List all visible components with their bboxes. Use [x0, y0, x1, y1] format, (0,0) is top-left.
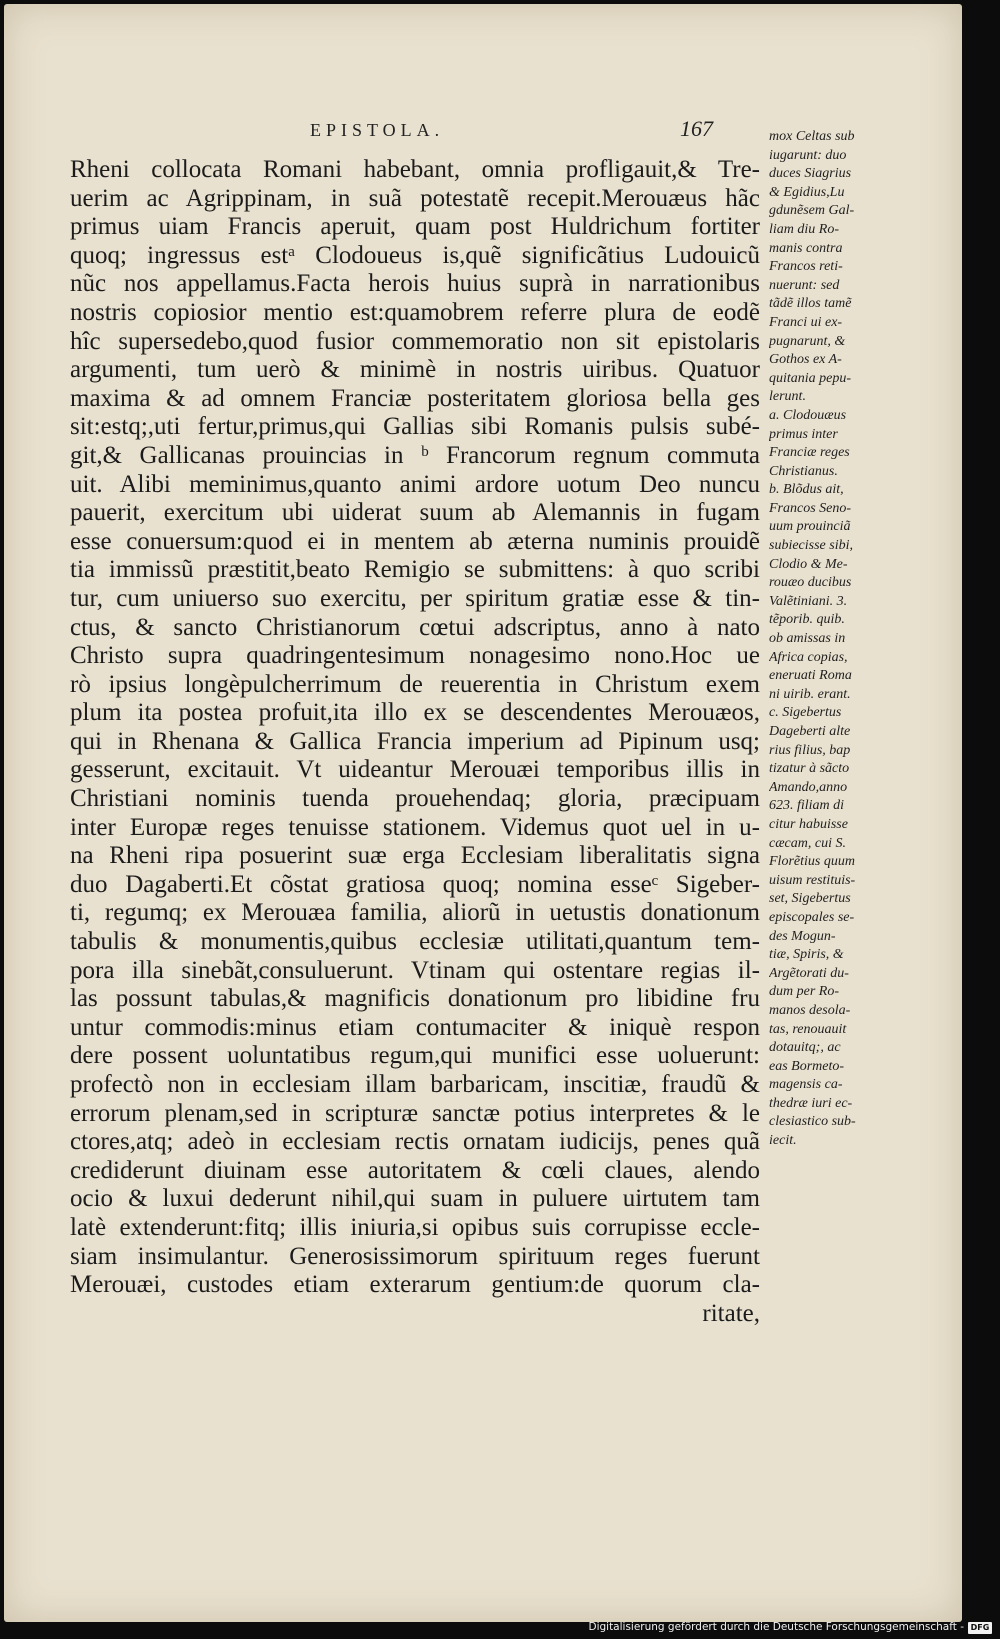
marginal-note-line: Florẽtius quum	[769, 854, 855, 870]
text-line: qui in Rhenana & Gallica Francia imperium ad Pipinum usq;	[70, 727, 760, 755]
text-line: Merouæi, custodes etiam exterarum gentium:de quorum cla-	[70, 1271, 760, 1299]
marginal-note-line: liam diu Ro-	[769, 221, 839, 237]
text-line: ocio & luxui dederunt nihil,qui suam in puluere uirtutem tam	[70, 1185, 760, 1213]
marginal-note-line: Franci ui ex-	[769, 314, 843, 330]
marginal-note-line: lerunt.	[769, 389, 806, 405]
marginal-note-line: episcopales se-	[769, 909, 855, 925]
text-line: Rheni collocata Romani habebant, omnia profligauit,& Tre-	[70, 156, 760, 183]
marginal-note-line: thedræ iuri ec-	[769, 1095, 853, 1111]
text-line: nostris copiosior mentio est:quamobrem referre plura de eodẽ	[70, 298, 760, 326]
marginal-note-line: Francos Seno-	[769, 500, 852, 516]
text-line: uit. Alibi meminimus,quanto animi ardore uotum Deo nuncu	[70, 470, 760, 498]
text-line: rò ipsius longèpulcherrimum de reuerentia in Christum exem	[70, 670, 760, 698]
marginal-note-line: Valẽtiniani. 3.	[769, 593, 848, 609]
marginal-note-line: a. Clodouæus	[769, 407, 847, 423]
marginal-note-line: mox Celtas sub	[769, 129, 855, 144]
marginal-note-line: quitania pepu-	[769, 370, 852, 386]
marginal-note-line: Amando,anno	[769, 779, 848, 795]
marginal-notes	[769, 128, 879, 1151]
text-line: gesserunt, excitauit. Vt uideantur Merouæi temporibus illis in	[70, 756, 760, 784]
marginal-note-line: uisum restituis-	[769, 872, 856, 888]
text-line: ti, regumq; ex Merouæa familia, aliorũ in uetustis donationum	[70, 899, 760, 927]
text-line: nũc nos appellamus.Facta herois huius suprà in narrationibus	[70, 270, 760, 298]
text-line: duo Dagaberti.Et cõstat gratiosa quoq; nomina esseᶜ Sigeber-	[70, 870, 760, 898]
text-line: hîc supersedebo,quod fusior commemoratio non sit epistolaris	[70, 327, 760, 355]
marginal-note-line: des Mogun-	[769, 928, 836, 944]
marginal-note-line: Clodio & Me-	[769, 556, 848, 572]
text-line: pora illa sinebãt,consuluerunt. Vtinam qui ostentare regias il-	[70, 956, 760, 984]
marginal-note-line: manis contra	[769, 240, 843, 256]
text-line: profectò non in ecclesiam illam barbaricam, inscitiæ, fraudũ &	[70, 1071, 760, 1098]
dfg-logo: DFG	[968, 1622, 992, 1634]
marginal-note-line: subiecisse sibi,	[769, 538, 853, 554]
marginal-note-line: tiæ, Spiris, &	[769, 947, 844, 963]
text-line: las possunt tabulas,& magnificis donationum pro libidine fru	[70, 985, 760, 1013]
marginal-note-line: b. Blõdus ait,	[769, 482, 844, 498]
marginal-note-line: magensis ca-	[769, 1077, 843, 1093]
text-line: primus uiam Francis aperuit, quam post Huldrichum fortiter	[70, 213, 760, 241]
marginal-note-line: gdunẽsem Gal-	[769, 203, 855, 219]
text-line: argumenti, tum uerò & minimè in nostris uiribus. Quatuor	[70, 356, 760, 384]
marginal-note-line: Franciæ reges	[769, 445, 850, 461]
marginal-note-line: tizatur à sãcto	[769, 761, 850, 777]
text-line: dere possent uoluntatibus regum,qui munifici esse uoluerunt:	[70, 1042, 760, 1070]
text-line: ctores,atq; adeò in ecclesiam rectis ornatam iudicijs, penes quã	[70, 1128, 760, 1156]
marginal-note-line: Gothos ex A-	[769, 352, 842, 368]
text-line: git,& Gallicanas prouincias in ᵇ Francorum regnum commuta	[70, 441, 760, 469]
marginal-note-line: Africa copias,	[769, 649, 848, 665]
marginal-note-line: dum per Ro-	[769, 984, 839, 1000]
marginal-note-line: clesiastico sub-	[769, 1114, 856, 1130]
marginal-note-line: Argẽtorati du-	[769, 965, 849, 981]
text-line: quoq; ingressus estᵃ Clodoueus is,quẽ significãtius Ludouicũ	[70, 241, 760, 269]
text-line: ctus, & sancto Christianorum cœtui adscriptus, anno à nato	[70, 613, 760, 641]
text-line: maxima & ad omnem Franciæ posteritatem gloriosa bella ges	[70, 384, 760, 412]
text-line: tur, cum uniuerso suo exercitu, per spiritum gratiæ esse & tin-	[70, 584, 760, 612]
text-line: errorum plenam,sed in scripturæ sanctæ potius interpretes & le	[70, 1099, 760, 1127]
marginal-note-line: Christianus.	[769, 463, 838, 479]
text-line: latè extenderunt:fitq; illis iniuria,si opibus suis corrupisse eccle-	[70, 1213, 760, 1241]
marginal-note-line: rius filius, bap	[769, 742, 851, 758]
running-head: EPISTOLA.	[310, 120, 445, 140]
footer-credit: Digitalisierung gefördert durch die Deutsche Forschungsgemeinschaft -	[588, 1621, 964, 1633]
marginal-note-line: cæcam, cui S.	[769, 835, 846, 851]
marginal-note-line: tãdẽ illos tamẽ	[769, 296, 852, 312]
book-page	[4, 4, 962, 1622]
text-line: sit:estq;,uti fertur,primus,qui Gallias sibi Romanis pulsis subé-	[70, 413, 760, 441]
marginal-note-line: tas, renouauit	[769, 1021, 847, 1037]
marginal-note-line: c. Sigebertus	[769, 705, 842, 721]
page-number: 167	[680, 116, 713, 141]
text-line: siam insimulantur. Generosissimorum spirituum reges fuerunt	[70, 1242, 760, 1270]
marginal-note-line: ob amissas in	[769, 631, 846, 647]
text-line: uerim ac Agrippinam, in suã potestatẽ recepit.Merouæus hãc	[70, 184, 760, 212]
marginal-note-line: dotauitq;, ac	[769, 1040, 841, 1056]
marginal-note-line: eas Bormeto-	[769, 1058, 845, 1074]
marginal-note-line: & Egidius,Lu	[769, 184, 845, 200]
text-line: Christiani nominis tuenda prouehendaq; gloria, præcipuam	[70, 785, 760, 813]
marginal-note-line: duces Siagrius	[769, 166, 852, 182]
marginal-note-line: manos desola-	[769, 1002, 851, 1018]
marginal-note-line: set, Sigebertus	[769, 891, 851, 907]
marginal-note-line: tẽporib. quib.	[769, 612, 845, 628]
marginal-note-line: Dageberti alte	[769, 724, 851, 739]
main-text-block	[70, 156, 760, 1328]
marginal-note-line: uum prouinciã	[769, 519, 851, 535]
text-line: esse conuersum:quod ei in mentem ab æterna numinis prouidẽ	[70, 527, 760, 555]
marginal-note-line: iecit.	[769, 1133, 797, 1149]
marginal-note-line: nuerunt: sed	[769, 277, 840, 293]
text-line: na Rheni ripa posuerint suæ erga Ecclesiam liberalitatis signa	[70, 842, 760, 870]
marginal-note-line: citur habuisse	[769, 816, 848, 832]
marginal-note-line: rouæo ducibus	[769, 575, 852, 591]
text-line: tia immissũ præstitit,beato Remigio se submittens: à quo scribi	[70, 556, 760, 584]
text-line: untur commodis:minus etiam contumaciter & iniquè respon	[70, 1013, 760, 1041]
marginal-note-line: iugarunt: duo	[769, 147, 847, 163]
text-line: inter Europæ reges tenuisse stationem. Videmus quot uel in u-	[70, 813, 760, 841]
marginal-note-line: pugnarunt, &	[769, 333, 846, 349]
marginal-note-line: eneruati Roma	[769, 668, 852, 684]
text-line: plum ita postea profuit,ita illo ex se descendentes Merouæos,	[70, 699, 760, 727]
marginal-note-line: primus inter	[769, 426, 838, 442]
text-line: crediderunt diuinam esse autoritatem & cœli claues, alendo	[70, 1156, 760, 1184]
marginal-note-line: 623. filiam di	[769, 798, 845, 814]
marginal-note-line: ni uirib. erant.	[769, 686, 851, 702]
text-line: ritate,	[702, 1299, 760, 1327]
text-line: Christo supra quadringentesimum nonagesimo nono.Hoc ue	[70, 642, 760, 670]
marginal-note-line: Francos reti-	[769, 259, 843, 275]
text-line: pauerit, exercitum ubi uiderat suum ab Alemannis in fugam	[70, 499, 760, 527]
text-line: tabulis & monumentis,quibus ecclesiæ utilitati,quantum tem-	[70, 928, 760, 956]
